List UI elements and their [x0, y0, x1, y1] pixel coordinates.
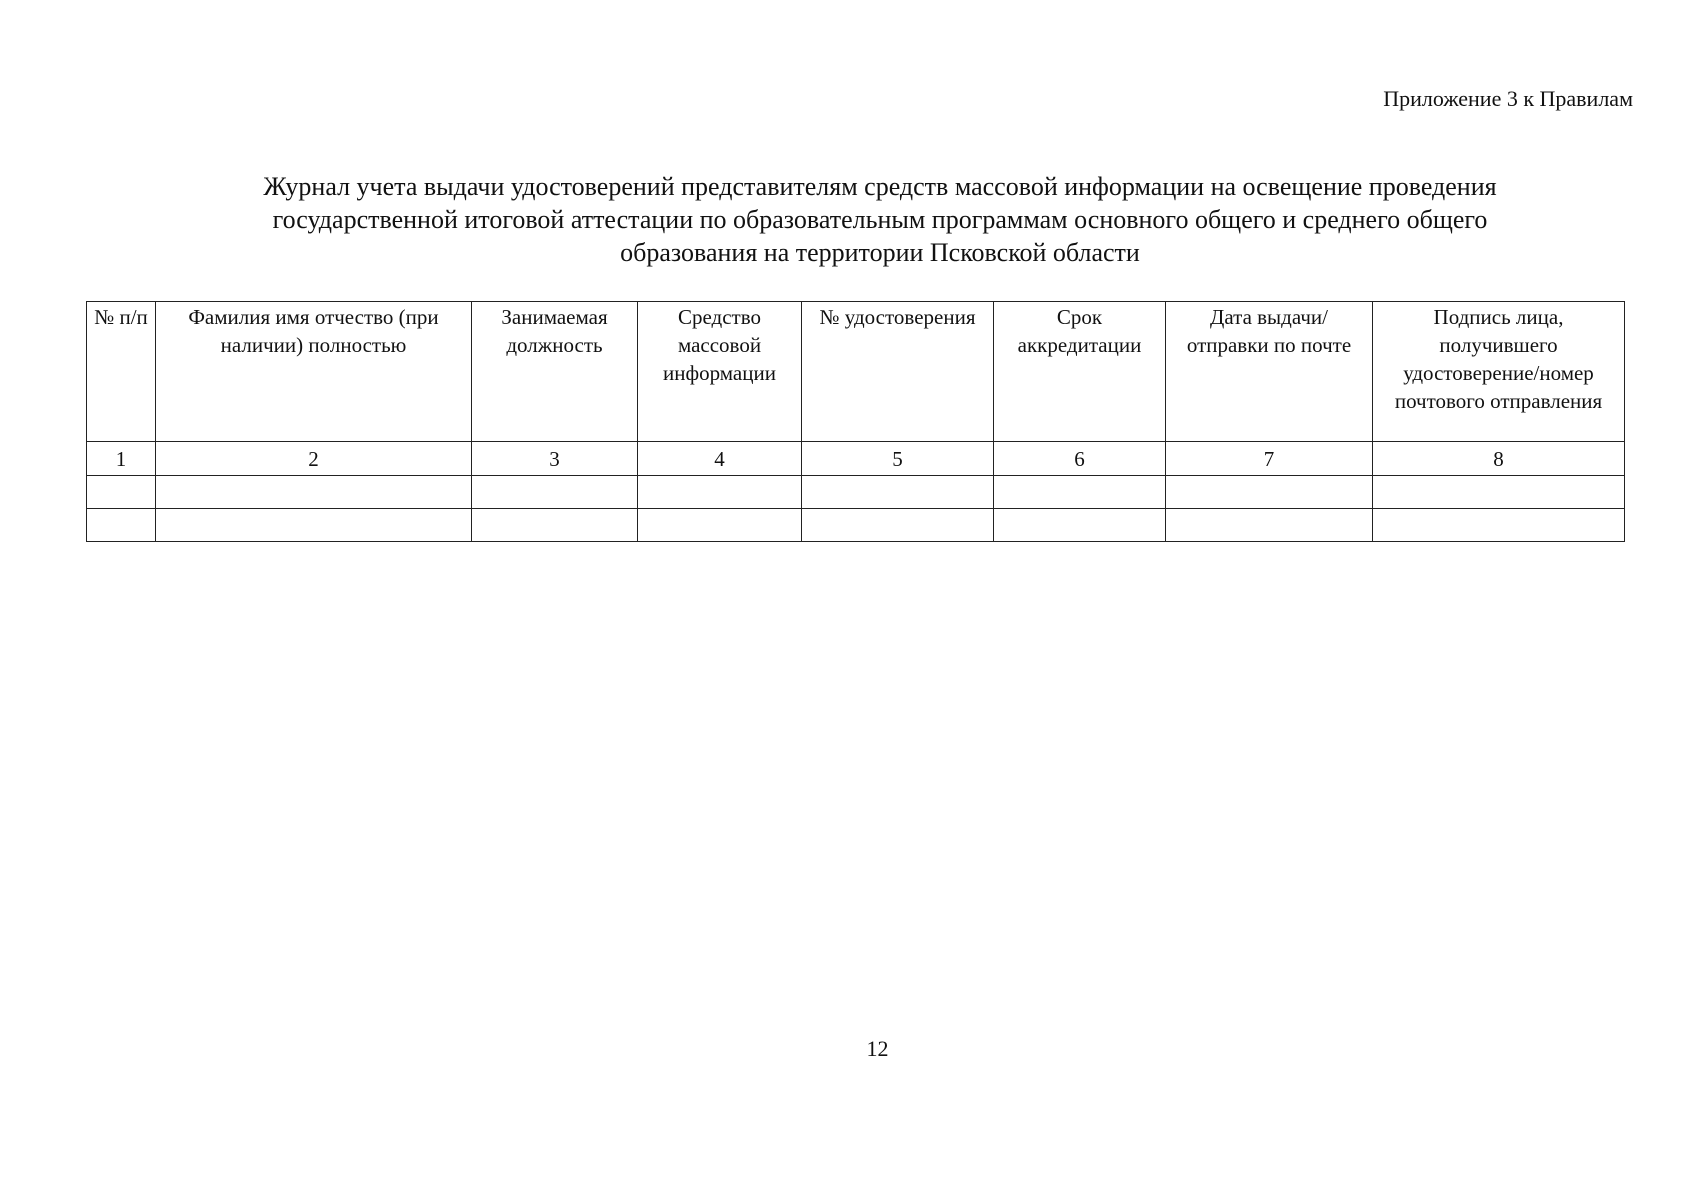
- column-number-cell: 2: [156, 442, 472, 476]
- empty-cell: [156, 509, 472, 542]
- empty-cell: [87, 476, 156, 509]
- empty-cell: [802, 476, 994, 509]
- header-cell-full-name: Фамилия имя отчество (при наличии) полностью: [156, 302, 472, 442]
- header-cell-issue-date: Дата выдачи/отправки по почте: [1166, 302, 1373, 442]
- empty-cell: [994, 476, 1166, 509]
- column-number-cell: 3: [472, 442, 638, 476]
- empty-cell: [472, 476, 638, 509]
- empty-cell: [802, 509, 994, 542]
- column-number-cell: 4: [638, 442, 802, 476]
- document-title: [160, 170, 1600, 269]
- empty-cell: [1166, 476, 1373, 509]
- empty-cell: [87, 509, 156, 542]
- header-cell-signature: Подпись лица, получившего удостоверение/номер почтового отправления: [1373, 302, 1625, 442]
- empty-table-row: [87, 476, 1625, 509]
- empty-cell: [1373, 509, 1625, 542]
- column-number-cell: 7: [1166, 442, 1373, 476]
- header-cell-media-outlet: Средство массовой информации: [638, 302, 802, 442]
- column-number-cell: 1: [87, 442, 156, 476]
- column-number-row: [87, 442, 1625, 476]
- title-line-1: Журнал учета выдачи удостоверений представителям средств массовой информации на освещение проведения: [263, 172, 1497, 201]
- empty-cell: [638, 509, 802, 542]
- empty-cell: [638, 476, 802, 509]
- header-cell-number: № п/п: [87, 302, 156, 442]
- empty-cell: [472, 509, 638, 542]
- header-cell-accreditation-term: Срок аккредитации: [994, 302, 1166, 442]
- appendix-note: Приложение 3 к Правилам: [1383, 86, 1633, 111]
- empty-cell: [1373, 476, 1625, 509]
- journal-table: [86, 301, 1625, 542]
- column-number-cell: 8: [1373, 442, 1625, 476]
- empty-cell: [1166, 509, 1373, 542]
- page-number: 12: [866, 1036, 889, 1061]
- header-cell-position: Занимаемая должность: [472, 302, 638, 442]
- title-line-3: образования на территории Псковской области: [620, 238, 1140, 267]
- header-cell-certificate-number: № удостоверения: [802, 302, 994, 442]
- column-number-cell: 5: [802, 442, 994, 476]
- empty-table-row: [87, 509, 1625, 542]
- empty-cell: [156, 476, 472, 509]
- column-number-cell: 6: [994, 442, 1166, 476]
- title-line-2: государственной итоговой аттестации по образовательным программам основного общего и среднего общего: [272, 205, 1488, 234]
- empty-cell: [994, 509, 1166, 542]
- header-row: [87, 302, 1625, 442]
